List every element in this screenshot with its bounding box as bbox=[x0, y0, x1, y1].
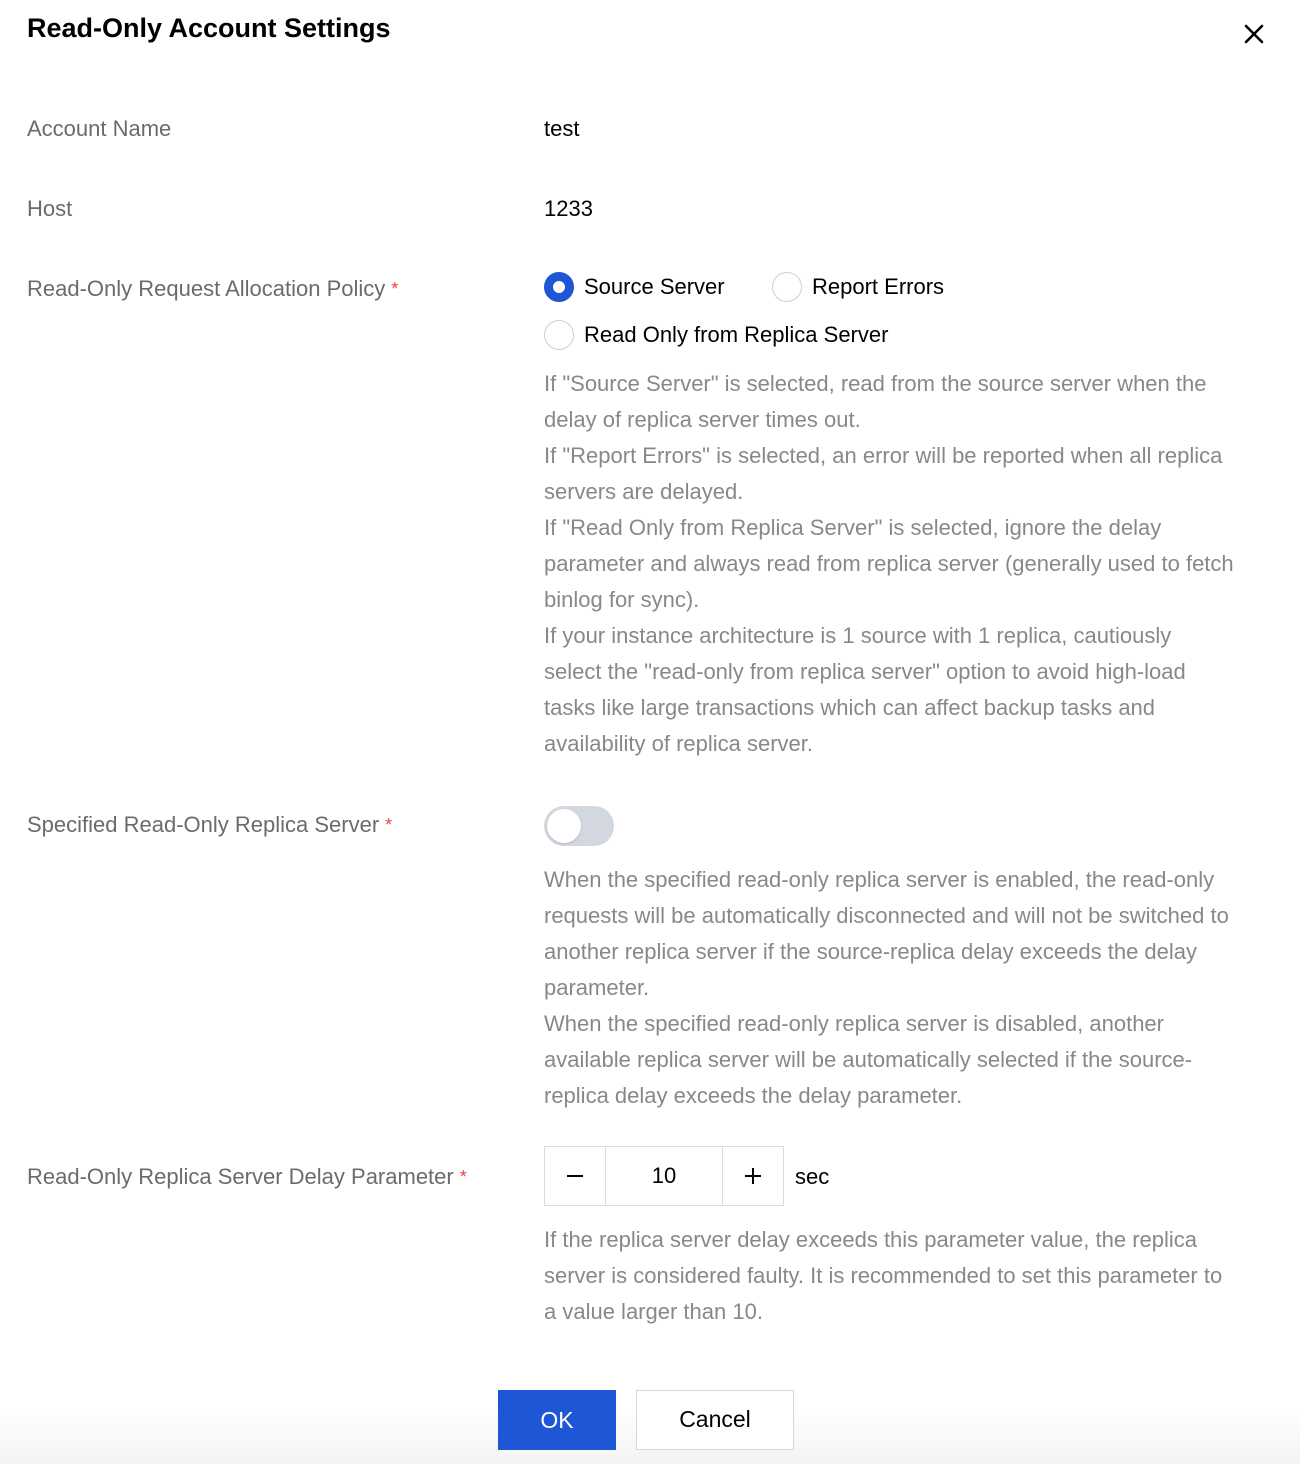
radio-unchecked-indicator bbox=[772, 272, 802, 302]
plus-icon bbox=[743, 1166, 763, 1186]
help-paragraph: When the specified read-only replica server is disabled, another available replica server will be automatically selected if the source-replica delay exceeds the delay parameter. bbox=[544, 1011, 1193, 1108]
required-mark: * bbox=[391, 279, 399, 299]
increment-button[interactable] bbox=[722, 1147, 783, 1205]
radio-checked-indicator bbox=[544, 272, 574, 302]
decrement-button[interactable] bbox=[545, 1147, 606, 1205]
radio-source-server-label: Source Server bbox=[584, 274, 725, 299]
help-paragraph: If the replica server delay exceeds this parameter value, the replica server is considered faulty. It is recommended to set this parameter to a value larger than 10. bbox=[544, 1227, 1223, 1324]
toggle-knob bbox=[547, 809, 581, 843]
help-paragraph: If your instance architecture is 1 source with 1 replica, cautiously select the "read-only from replica server" option to avoid high-load tasks like large transactions which can affect backup tasks and availability of replica server. bbox=[544, 623, 1186, 756]
delay-parameter-input[interactable] bbox=[606, 1147, 722, 1205]
help-paragraph: If "Report Errors" is selected, an error will be reported when all replica servers are delayed. bbox=[544, 443, 1223, 504]
radio-unchecked-indicator bbox=[544, 320, 574, 350]
specified-replica-label-text: Specified Read-Only Replica Server bbox=[27, 812, 380, 837]
account-name-label: Account Name bbox=[27, 116, 172, 141]
delay-parameter-stepper bbox=[544, 1146, 784, 1206]
specified-replica-toggle[interactable] bbox=[544, 806, 614, 846]
cancel-button[interactable]: Cancel bbox=[636, 1390, 794, 1450]
radio-report-errors-label: Report Errors bbox=[812, 274, 945, 299]
specified-replica-label bbox=[27, 810, 392, 841]
radio-report-errors[interactable] bbox=[772, 272, 944, 302]
ok-button[interactable]: OK bbox=[498, 1390, 616, 1450]
account-name-value: test bbox=[544, 116, 580, 141]
radio-source-server[interactable] bbox=[544, 272, 725, 302]
required-mark: * bbox=[459, 1167, 467, 1187]
close-button[interactable] bbox=[1236, 16, 1272, 52]
radio-read-only-replica-label: Read Only from Replica Server bbox=[584, 322, 889, 347]
host-value: 1233 bbox=[544, 196, 593, 221]
host-label: Host bbox=[27, 196, 73, 221]
delay-parameter-label bbox=[27, 1162, 467, 1193]
delay-parameter-help bbox=[544, 1222, 1234, 1330]
close-icon bbox=[1236, 16, 1272, 52]
delay-unit: sec bbox=[795, 1164, 830, 1189]
radio-read-only-replica[interactable] bbox=[544, 320, 888, 350]
dialog-title: Read-Only Account Settings bbox=[27, 13, 391, 43]
help-paragraph: If "Read Only from Replica Server" is selected, ignore the delay parameter and always read from replica server (generally used to fetch binlog for sync). bbox=[544, 515, 1234, 612]
allocation-policy-help bbox=[544, 366, 1234, 762]
help-paragraph: If "Source Server" is selected, read from the source server when the delay of replica server times out. bbox=[544, 371, 1207, 432]
help-paragraph: When the specified read-only replica server is enabled, the read-only requests will be automatically disconnected and will not be switched to another replica server if the source-replica delay exceeds the delay parameter. bbox=[544, 867, 1229, 1000]
minus-icon bbox=[565, 1166, 585, 1186]
allocation-policy-label-text: Read-Only Request Allocation Policy bbox=[27, 276, 386, 301]
allocation-policy-label bbox=[27, 274, 398, 305]
delay-parameter-label-text: Read-Only Replica Server Delay Parameter bbox=[27, 1164, 454, 1189]
specified-replica-help bbox=[544, 862, 1234, 1114]
required-mark: * bbox=[385, 815, 393, 835]
